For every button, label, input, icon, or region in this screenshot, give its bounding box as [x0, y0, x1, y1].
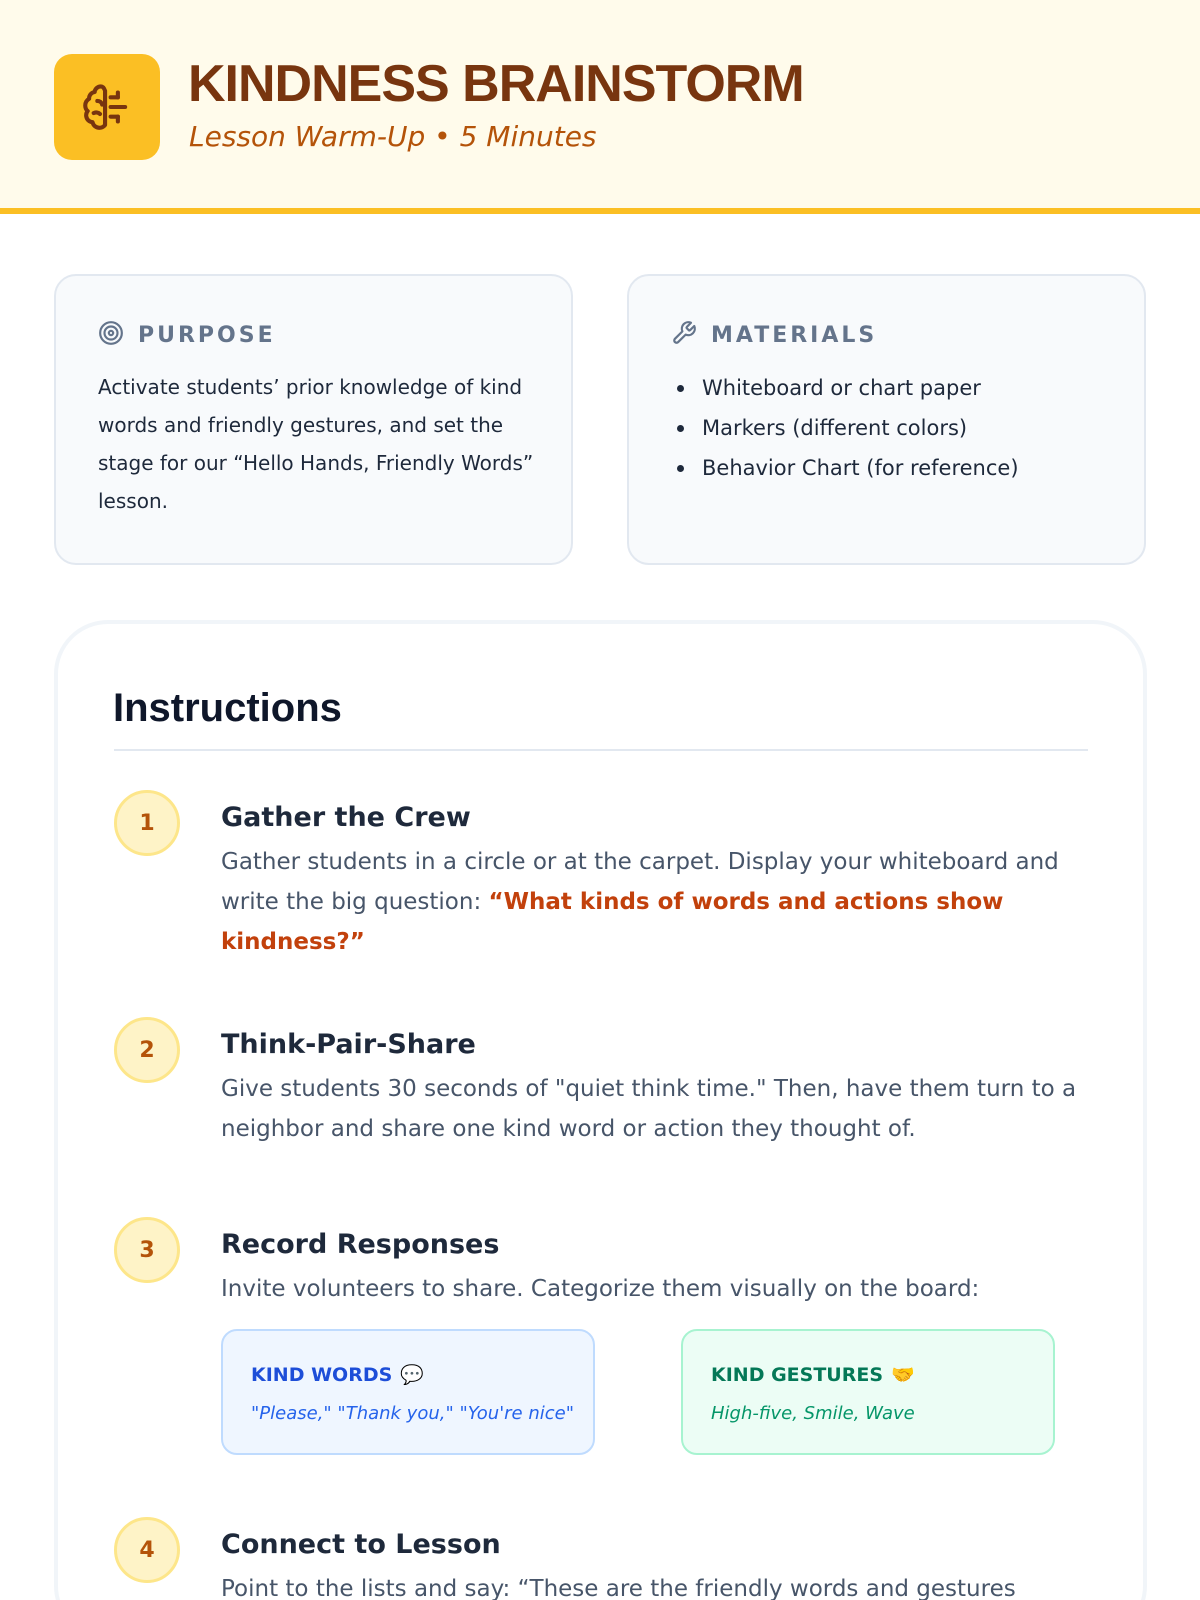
- speech-bubble-icon: 💬: [400, 1364, 424, 1386]
- step-title: Gather the Crew: [221, 802, 471, 833]
- divider: [114, 749, 1088, 751]
- list-item: [671, 448, 1019, 488]
- instructions-panel: [54, 620, 1147, 1600]
- bullet: [677, 465, 684, 472]
- material-label: Whiteboard or chart paper: [702, 376, 981, 400]
- step-number: 2: [114, 1017, 180, 1083]
- step-text: Point to the lists and say: “These are the friendly words and gestures: [221, 1576, 1016, 1600]
- bullet: [677, 385, 684, 392]
- step-title: Think-Pair-Share: [221, 1029, 476, 1060]
- kind-words-box: [221, 1329, 595, 1455]
- big-question: “What kinds of words and actions show kindness?”: [221, 889, 1004, 955]
- purpose-card-header: [98, 320, 276, 350]
- step-text: Invite volunteers to share. Categorize them visually on the board:: [221, 1276, 980, 1302]
- target-icon: [98, 320, 124, 350]
- purpose-card: [54, 274, 573, 565]
- materials-card-header: [671, 320, 877, 350]
- lesson-header: [0, 0, 1200, 214]
- list-item: [671, 408, 1019, 448]
- step-title: Connect to Lesson: [221, 1529, 501, 1560]
- page-subtitle: Lesson Warm-Up • 5 Minutes: [189, 120, 597, 153]
- step-number: 4: [114, 1517, 180, 1583]
- category-label: KIND GESTURES: [711, 1363, 884, 1386]
- purpose-text: Activate students’ prior knowledge of kind words and friendly gestures, and set the stage for our “Hello Hands, Friendly Words” lesson.: [98, 375, 534, 513]
- handshake-icon: 🤝: [891, 1364, 915, 1386]
- bullet: [677, 425, 684, 432]
- kind-gestures-box: [681, 1329, 1055, 1455]
- step-number: 1: [114, 790, 180, 856]
- step-text: [221, 842, 1101, 962]
- kind-gestures-label: [711, 1363, 915, 1386]
- material-label: Markers (different colors): [702, 416, 968, 440]
- kind-words-examples: "Please," "Thank you," "You're nice": [251, 1403, 574, 1424]
- wrench-icon: [671, 320, 697, 350]
- materials-list: [671, 368, 1019, 488]
- list-item: [671, 368, 1019, 408]
- kind-words-label: [251, 1363, 424, 1386]
- step-number: 3: [114, 1217, 180, 1283]
- instructions-heading: Instructions: [113, 686, 342, 730]
- brain-icon: [54, 54, 160, 160]
- materials-heading: MATERIALS: [711, 322, 878, 348]
- materials-card: [627, 274, 1146, 565]
- page-title: KINDNESS BRAINSTORM: [188, 55, 804, 113]
- step-text-body: Gather students in a circle or at the carpet. Display your whiteboard and write the big question:: [221, 849, 1059, 915]
- material-label: Behavior Chart (for reference): [702, 456, 1019, 480]
- step-text: Give students 30 seconds of "quiet think time." Then, have them turn to a neighbor and share one kind word or action they thought of.: [221, 1076, 1077, 1142]
- kind-gestures-examples: High-five, Smile, Wave: [711, 1403, 915, 1424]
- category-label: KIND WORDS: [251, 1363, 393, 1386]
- purpose-heading: PURPOSE: [138, 322, 276, 348]
- step-title: Record Responses: [221, 1229, 500, 1260]
